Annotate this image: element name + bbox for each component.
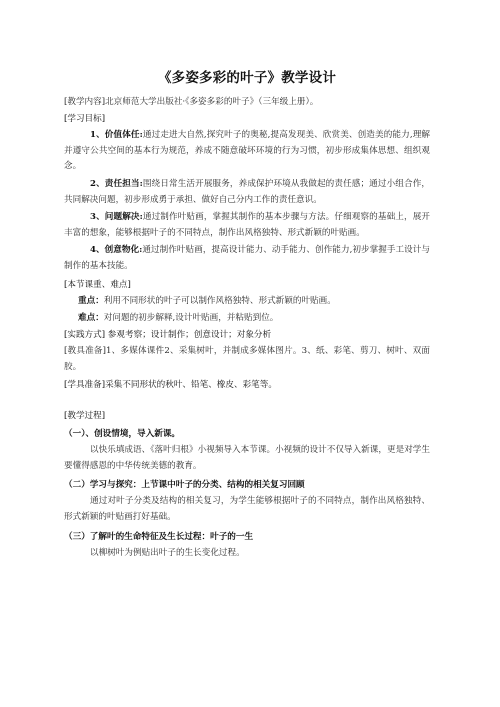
goal-text: 通过制作叶贴画，提高设计能力、动手能力、创作能力,初步掌握手工设计与制作的基本技能。 bbox=[64, 245, 431, 271]
process-step-heading: （一）、创设情境，导入新课。 bbox=[64, 429, 181, 440]
document-title: 《多姿多彩的叶子》教学设计 bbox=[157, 70, 337, 86]
goal-text: 通过制作叶贴画，掌握其制作的基本步骤与方法。仔细观察的基础上，展开丰富的想象，能够根据叶子的不同特点，制作出风格独特、形式新颖的叶贴画。 bbox=[64, 212, 430, 238]
goal-label: 1、价值体任: bbox=[90, 130, 143, 141]
spacer bbox=[64, 394, 430, 406]
student-preparation: [学具准备]采集不同形状的秋叶、铅笔、橡皮、彩笔等。 bbox=[64, 380, 277, 391]
goal-text: 围绕日常生活开展服务，养成保护环境从我做起的责任感；通过小组合作，共同解决问题，初步形成勇于承担、做好自己分内工作的责任意识。 bbox=[64, 178, 430, 205]
key-point-text: 利用不同形状的叶子可以制作风格独特、形式新颖的叶贴画。 bbox=[103, 295, 336, 306]
goals-heading: [学习目标] bbox=[64, 114, 106, 125]
focus-heading: [本节课重、难点] bbox=[64, 279, 131, 290]
process-step-heading: （三）了解叶的生命特征及生长过程：叶子的一生 bbox=[64, 531, 254, 542]
goal-label: 4、创意物化: bbox=[90, 245, 143, 256]
teaching-content: [教学内容]北京师范大学出版社·《多姿多彩的叶子》（三年级上册）。 bbox=[64, 97, 319, 107]
process-step-text: 以快乐填成语、《落叶归根》小视频导入本节课。小视频的设计不仅导入新课，更是对学生要懂得感恩的中华传统美德的教育。 bbox=[64, 445, 430, 471]
goal-label: 3、问题解决: bbox=[90, 212, 143, 223]
goal-label: 2、责任担当: bbox=[90, 178, 143, 189]
goal-item bbox=[64, 128, 430, 175]
goal-text: 通过走进大自然,探究叶子的奥秘,提高发现美、欣赏美、创造美的能力,理解并遵守公共空间的基本行为规范，养成不随意破坏环境的行为习惯，初步形成集体思想、组织观念。 bbox=[64, 130, 430, 172]
goal-item bbox=[64, 210, 430, 241]
goal-item bbox=[64, 243, 430, 274]
difficult-point-label: 难点： bbox=[78, 312, 104, 323]
practice-methods: [实践方式] 参观考察；设计制作；创意设计；对象分析 bbox=[64, 329, 272, 340]
teacher-preparation: [教具准备]1、多媒体课件2、采集树叶，并制成多媒体图片。3、纸、彩笔、剪刀、树叶、双面胶。 bbox=[64, 345, 430, 372]
process-step-heading: （二）学习与探究：上节课中叶子的分类、结构的相关复习回顾 bbox=[64, 480, 305, 491]
process-step-text: 通过对叶子分类及结构的相关复习，为学生能够根据叶子的不同特点，制作出风格独特、形式新颖的叶贴画打好基础。 bbox=[64, 496, 430, 522]
key-point bbox=[64, 294, 430, 308]
goal-item bbox=[64, 177, 430, 208]
process-heading: [教学过程] bbox=[64, 411, 106, 422]
difficult-point-text: 对问题的初步解释,设计叶贴画，并粘贴到位。 bbox=[103, 312, 279, 323]
difficult-point bbox=[64, 311, 430, 325]
process-step-text: 以柳树叶为例贴出叶子的生长变化过程。 bbox=[90, 547, 245, 558]
key-point-label: 重点： bbox=[78, 295, 104, 306]
